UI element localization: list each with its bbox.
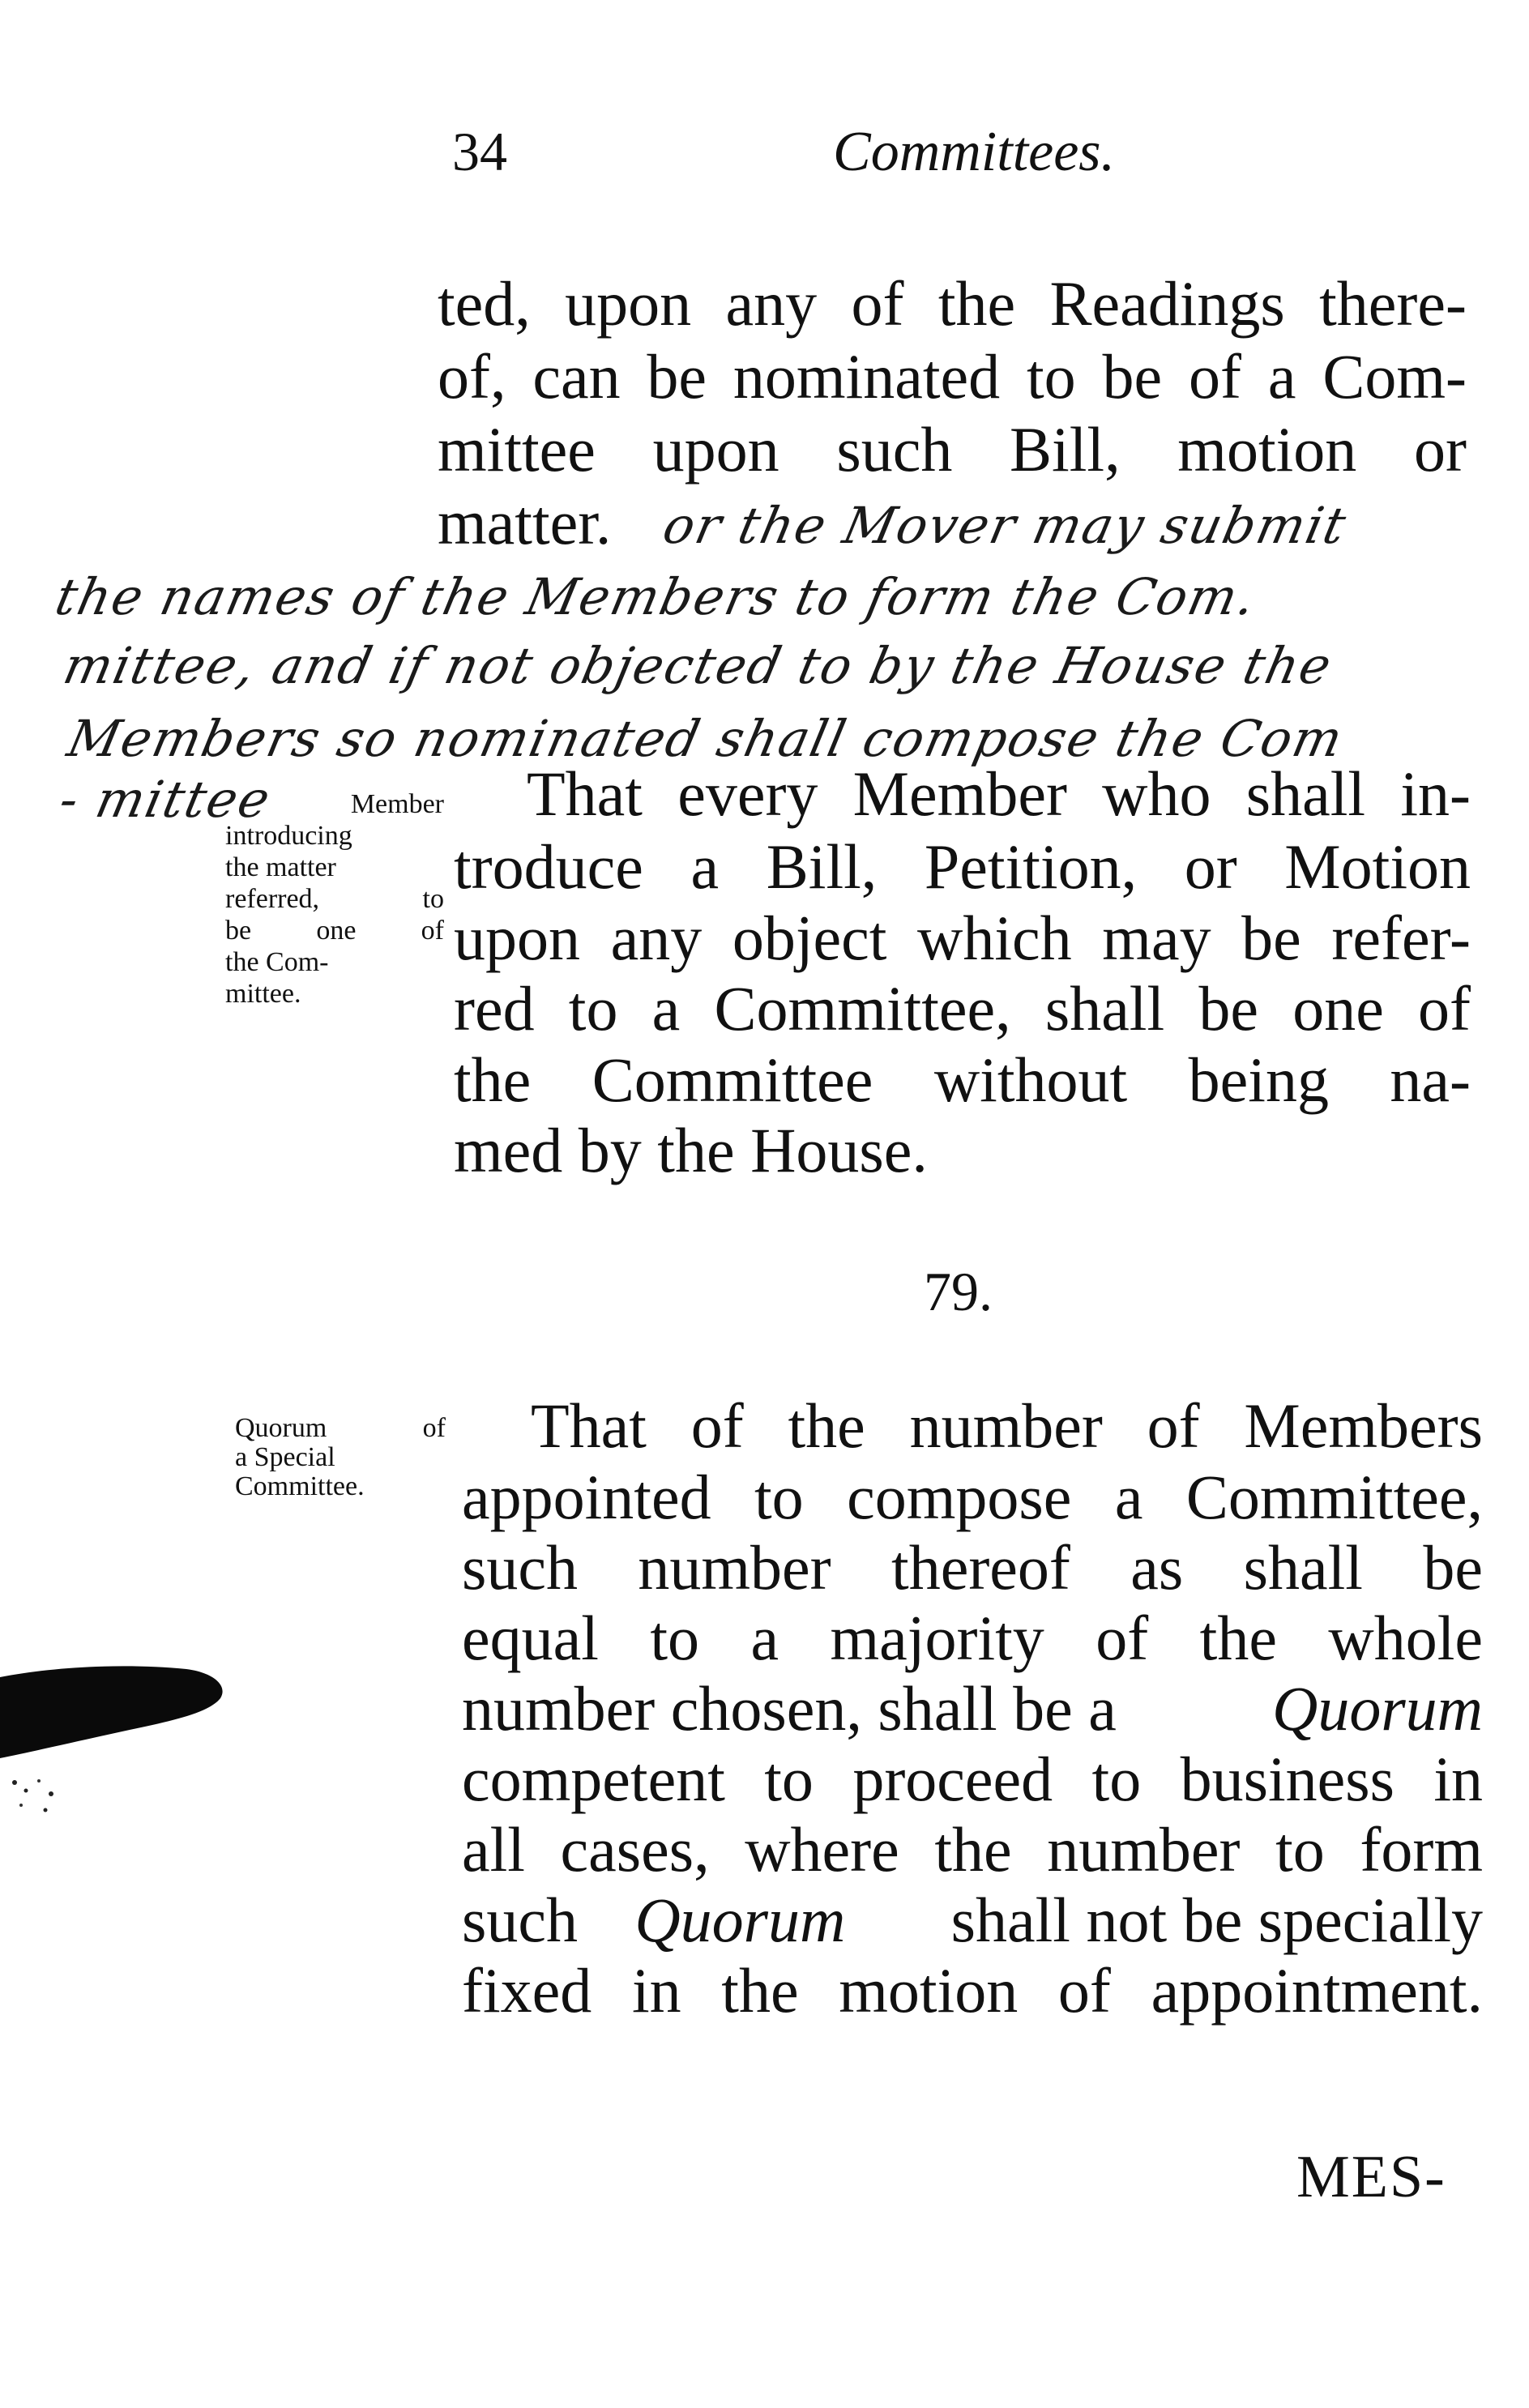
body-line: equal to a majority of the whole <box>462 1603 1483 1673</box>
ink-blot <box>0 1653 243 1774</box>
body-line: upon any object which may be refer- <box>454 903 1471 973</box>
page-number: 34 <box>452 121 507 182</box>
body-line: med by the House. <box>454 1115 928 1185</box>
body-line: That every Member who shall in- <box>527 758 1471 829</box>
handwritten-line: - mittee <box>54 770 277 829</box>
margin-note: Member introducing the matter referred, to be one of the Com- mittee. <box>225 789 444 1009</box>
body-line: red to a Committee, shall be one of <box>454 973 1471 1044</box>
body-line: matter. <box>438 487 612 557</box>
catchword: MES- <box>1296 2144 1446 2210</box>
ink-specks <box>6 1773 71 1821</box>
handwritten-line: or the Mover may submit <box>658 496 1353 555</box>
body-line: troduce a Bill, Petition, or Motion <box>454 831 1471 902</box>
body-line: such number thereof as shall be <box>462 1532 1483 1603</box>
body-line: all cases, where the number to form <box>462 1814 1483 1885</box>
margin-note: Quorum of a Special Committee. <box>235 1413 446 1501</box>
body-line: number chosen, shall be a Quorum <box>462 1673 1483 1744</box>
handwritten-line: Members so nominated shall compose the Com <box>62 709 1349 768</box>
body-line: fixed in the motion of appointment. <box>462 1955 1483 2026</box>
body-line: appointed to compose a Committee, <box>462 1462 1483 1532</box>
body-line: the Committee without being na- <box>454 1044 1471 1115</box>
handwritten-line: the names of the Members to form the Com. <box>50 567 1262 626</box>
section-number: 79. <box>924 1261 993 1322</box>
handwritten-line: mittee, and if not objected to by the House the <box>58 636 1339 695</box>
body-line: of, can be nominated to be of a Com- <box>438 341 1467 412</box>
body-line: competent to proceed to business in <box>462 1744 1483 1814</box>
body-line: That of the number of Members <box>531 1390 1483 1461</box>
running-title: Committees. <box>833 121 1116 183</box>
body-line: such Quorum shall not be specially <box>462 1885 1483 1955</box>
body-line: mittee upon such Bill, motion or <box>438 414 1467 485</box>
body-line: ted, upon any of the Readings there- <box>438 268 1467 339</box>
